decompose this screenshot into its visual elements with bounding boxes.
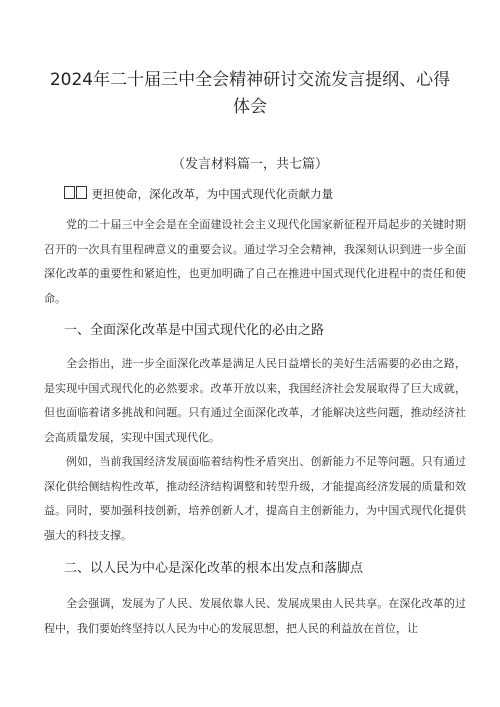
title-line-1: 2024年二十届三中全会精神研讨交流发言提纲、心得	[49, 70, 451, 90]
title-line-2: 体会	[233, 97, 267, 117]
document-title	[40, 67, 460, 121]
paragraph-section1-b: 例如，当前我国经济发展面临着结构性矛盾突出、创新能力不足等问题。只有通过深化供给侧结构性改革，推动经济结构调整和转型升级，才能提高经济发展的质量和效益。同时，要加强科技创新，培养创新人才，提高自主创新能力，为中国式现代化提供强大的科技支撑。	[44, 455, 466, 542]
paragraph-intro: 党的二十届三中全会是在全面建设社会主义现代化国家新征程开局起步的关键时期召开的一次具有里程碑意义的重要会议。通过学习全会精神，我深刻认识到进一步全面深化改革的重要性和紧迫性，也更加明确了自己在推进中国式现代化进程中的责任和使命。	[44, 218, 466, 305]
paragraph-section2-a: 全会强调，发展为了人民、发展依靠人民、发展成果由人民共享。在深化改革的过程中，我们要始终坚持以人民为中心的发展思想，把人民的利益放在首位，让	[44, 597, 466, 635]
section-heading-1: 一、全面深化改革是中国式现代化的必由之路	[64, 323, 325, 338]
lead-text: 更担使命，深化改革，为中国式现代化贡献力量	[91, 187, 334, 201]
missing-glyph-box-icon	[76, 186, 87, 199]
paragraph-section1-a: 全会指出，进一步全面深化改革是满足人民日益增长的美好生活需要的必由之路，是实现中国式现代化的必然要求。改革开放以来，我国经济社会发展取得了巨大成就，但也面临着诸多挑战和问题。只有通过全面深化改革，才能解决这些问题，推动经济社会高质量发展，实现中国式现代化。	[44, 357, 466, 444]
lead-line	[64, 186, 333, 203]
section-heading-2: 二、以人民为中心是深化改革的根本出发点和落脚点	[64, 561, 364, 576]
missing-glyph-box-icon	[64, 186, 75, 199]
document-subtitle: （发言材料篇一，共七篇）	[171, 157, 328, 172]
